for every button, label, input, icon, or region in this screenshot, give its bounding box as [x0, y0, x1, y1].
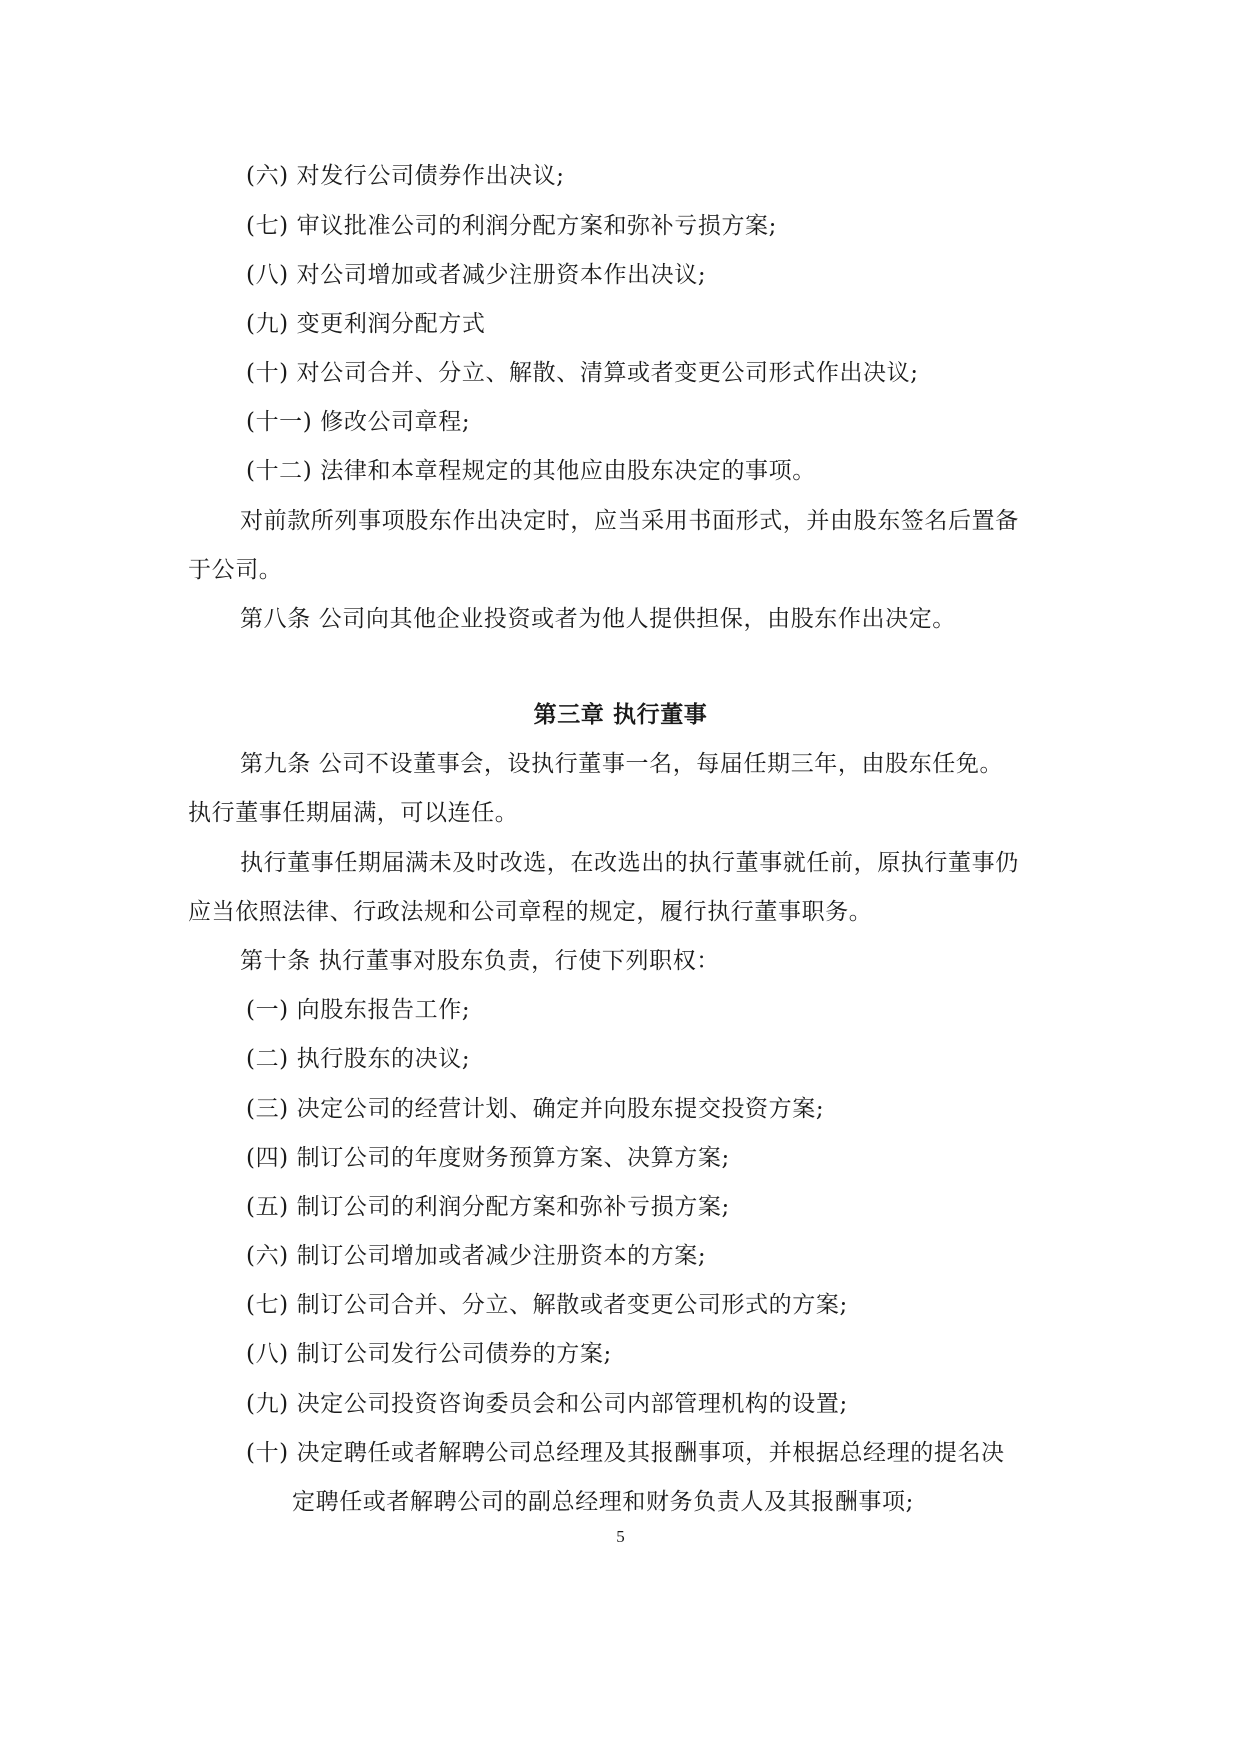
- list-item: (九) 决定公司投资咨询委员会和公司内部管理机构的设置;: [246, 1391, 848, 1417]
- article-8: 第八条 公司向其他企业投资或者为他人提供担保，由股东作出决定。: [240, 606, 956, 632]
- list-item: (七) 制订公司合并、分立、解散或者变更公司形式的方案;: [246, 1292, 848, 1318]
- article-9-line2: 执行董事任期届满，可以连任。: [188, 800, 519, 826]
- list-item-ten-line1: (十) 决定聘任或者解聘公司总经理及其报酬事项，并根据总经理的提名决: [246, 1440, 1005, 1466]
- list-item: (十二) 法律和本章程规定的其他应由股东决定的事项。: [246, 458, 816, 484]
- list-item-ten-line2: 定聘任或者解聘公司的副总经理和财务负责人及其报酬事项;: [292, 1489, 914, 1515]
- article-10: 第十条 执行董事对股东负责，行使下列职权：: [240, 948, 720, 974]
- list-item: (一) 向股东报告工作;: [246, 997, 471, 1023]
- list-item: (十一) 修改公司章程;: [246, 409, 471, 435]
- paragraph-reelection-line1: 执行董事任期届满未及时改选，在改选出的执行董事就任前，原执行董事仍: [240, 850, 1019, 876]
- list-item: (四) 制订公司的年度财务预算方案、决算方案;: [246, 1145, 730, 1171]
- list-item: (八) 对公司增加或者减少注册资本作出决议;: [246, 262, 707, 288]
- list-item: (三) 决定公司的经营计划、确定并向股东提交投资方案;: [246, 1096, 825, 1122]
- article-9-line1: 第九条 公司不设董事会，设执行董事一名，每届任期三年，由股东任免。: [240, 751, 1004, 777]
- paragraph-decision-line1: 对前款所列事项股东作出决定时，应当采用书面形式，并由股东签名后置备: [240, 508, 1019, 534]
- list-item: (十) 对公司合并、分立、解散、清算或者变更公司形式作出决议;: [246, 360, 919, 386]
- list-item: (七) 审议批准公司的利润分配方案和弥补亏损方案;: [246, 213, 778, 239]
- paragraph-decision-line2: 于公司。: [188, 557, 283, 583]
- list-item: (六) 对发行公司债券作出决议;: [246, 163, 565, 189]
- page-number: 5: [616, 1527, 625, 1546]
- list-item: (九) 变更利润分配方式: [246, 311, 486, 337]
- chapter-title: 第三章 执行董事: [533, 702, 708, 728]
- list-item: (八) 制订公司发行公司债券的方案;: [246, 1341, 612, 1367]
- paragraph-reelection-line2: 应当依照法律、行政法规和公司章程的规定，履行执行董事职务。: [188, 899, 873, 925]
- list-item: (五) 制订公司的利润分配方案和弥补亏损方案;: [246, 1194, 730, 1220]
- list-item: (二) 执行股东的决议;: [246, 1046, 471, 1072]
- list-item: (六) 制订公司增加或者减少注册资本的方案;: [246, 1243, 707, 1269]
